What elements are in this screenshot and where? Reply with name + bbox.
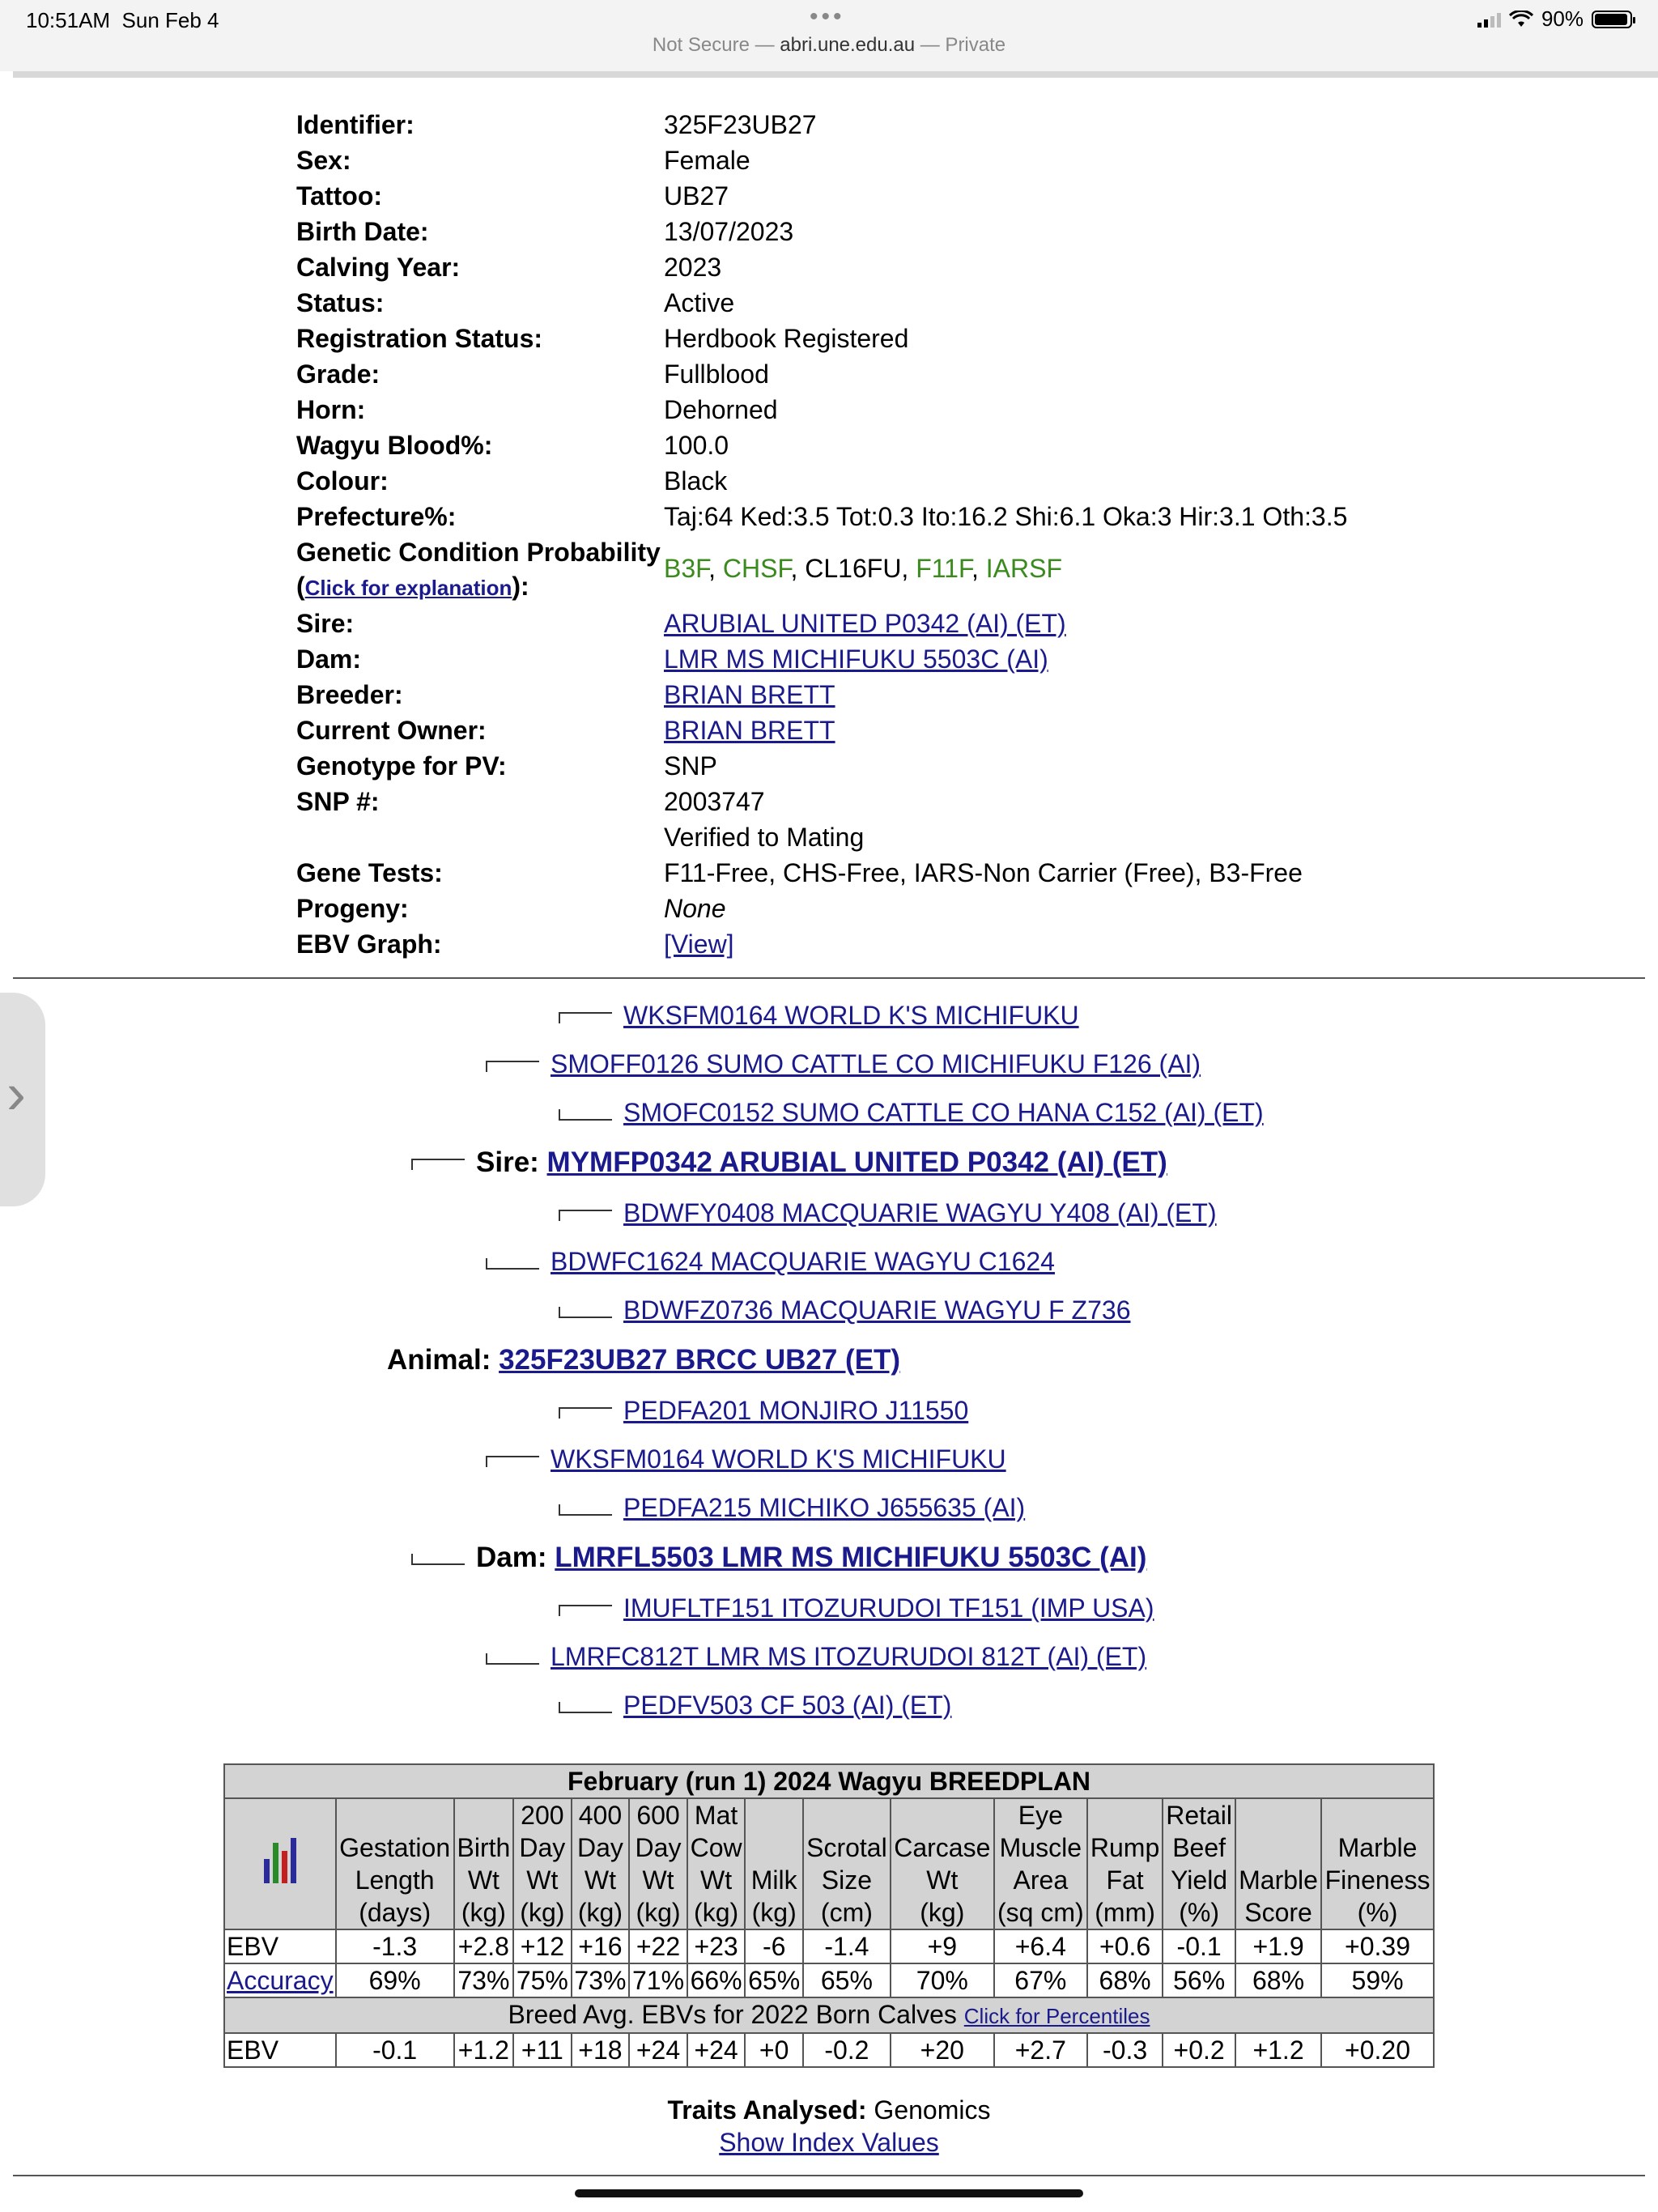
detail-value: Female	[664, 146, 750, 175]
avg-ebv-value: +0.2	[1163, 2033, 1235, 2067]
trait-header: Marble Fineness (%)	[1321, 1798, 1434, 1929]
detail-value: Black	[664, 466, 728, 496]
breedplan-header-row	[224, 1798, 1434, 1929]
breedplan-table	[223, 1763, 1435, 2068]
code-f11f: F11F	[916, 554, 971, 583]
code-chsf: CHSF	[722, 554, 791, 583]
trait-header: 600 Day Wt (kg)	[629, 1798, 687, 1929]
detail-label: Horn:	[296, 395, 366, 424]
bar-chart-icon[interactable]	[264, 1838, 296, 1883]
detail-label: Prefecture%:	[296, 502, 457, 531]
bottom-divider	[13, 2175, 1645, 2176]
trait-header: Milk (kg)	[745, 1798, 803, 1929]
pedigree-dam: Dam: LMRFL5503 LMR MS MICHIFUKU 5503C (AI)	[411, 1542, 1146, 1574]
detail-value: UB27	[664, 181, 729, 211]
breed-avg-row	[224, 2033, 1434, 2067]
wifi-icon	[1509, 11, 1533, 28]
accuracy-value: 68%	[1087, 1963, 1163, 1997]
detail-value: Verified to Mating	[664, 823, 865, 852]
detail-label: Genotype for PV:	[296, 751, 507, 781]
ebv-value: +2.8	[454, 1929, 513, 1963]
accuracy-value: 66%	[687, 1963, 746, 1997]
trait-header: Retail Beef Yield (%)	[1163, 1798, 1235, 1929]
ebv-value: +23	[687, 1929, 746, 1963]
battery-percent: 90%	[1541, 6, 1584, 31]
pedigree-link[interactable]: PEDFV503 CF 503 (AI) (ET)	[623, 1691, 952, 1720]
ebv-value: -1.4	[803, 1929, 891, 1963]
ebv-value: +9	[891, 1929, 994, 1963]
pedigree-dam-link[interactable]: LMRFL5503 LMR MS MICHIFUKU 5503C (AI)	[555, 1542, 1147, 1573]
code-iarsf: IARSF	[985, 554, 1062, 583]
pedigree-node	[559, 1396, 968, 1426]
accuracy-value: 68%	[1235, 1963, 1321, 1997]
detail-value: Taj:64 Ked:3.5 Tot:0.3 Ito:16.2 Shi:6.1 Oka:3 Hir:3.1 Oth:3.5	[664, 502, 1348, 531]
pedigree-node	[559, 1198, 1217, 1228]
accuracy-value: 69%	[336, 1963, 454, 1997]
address-bar[interactable]: Not Secure — abri.une.edu.au — Private	[652, 34, 1006, 56]
detail-label: Grade:	[296, 359, 380, 389]
pedigree-node	[559, 1295, 1130, 1325]
code-b3f: B3F	[664, 554, 709, 583]
detail-value: Dehorned	[664, 395, 778, 424]
ebv-graph-link[interactable]: [View]	[664, 929, 734, 959]
pedigree-node	[486, 1049, 1201, 1079]
accuracy-value: 75%	[513, 1963, 572, 1997]
avg-ebv-value: -0.3	[1087, 2033, 1163, 2067]
detail-label: Current Owner:	[296, 716, 487, 745]
owner-link[interactable]: BRIAN BRETT	[664, 716, 835, 745]
pedigree-link[interactable]: WKSFM0164 WORLD K'S MICHIFUKU	[551, 1444, 1006, 1474]
trait-header: Gestation Length (days)	[336, 1798, 454, 1929]
toolbar-divider	[13, 71, 1658, 78]
avg-ebv-label: EBV	[224, 2033, 336, 2067]
detail-label: Progeny:	[296, 894, 409, 923]
avg-ebv-value: +24	[629, 2033, 687, 2067]
detail-label: Sire:	[296, 609, 355, 638]
ebv-value: -6	[745, 1929, 803, 1963]
trait-header: 400 Day Wt (kg)	[572, 1798, 630, 1929]
genetic-condition-label: Genetic Condition Probability	[296, 538, 661, 567]
breedplan-title: February (run 1) 2024 Wagyu BREEDPLAN	[224, 1764, 1434, 1798]
avg-ebv-value: +11	[513, 2033, 572, 2067]
trait-header: Mat Cow Wt (kg)	[687, 1798, 746, 1929]
status-right	[1477, 6, 1632, 32]
pedigree-animal: Animal: 325F23UB27 BRCC UB27 (ET)	[387, 1344, 901, 1376]
accuracy-value: 59%	[1321, 1963, 1434, 1997]
ebv-value: +0.6	[1087, 1929, 1163, 1963]
cellular-signal-icon	[1477, 11, 1501, 28]
trait-header: Birth Wt (kg)	[454, 1798, 513, 1929]
pedigree-link[interactable]: IMUFLTF151 ITOZURUDOI TF151 (IMP USA)	[623, 1593, 1154, 1623]
avg-ebv-value: -0.1	[336, 2033, 454, 2067]
detail-label: Sex:	[296, 146, 351, 175]
detail-label: Registration Status:	[296, 324, 543, 353]
ebv-row	[224, 1929, 1434, 1963]
detail-label: Gene Tests:	[296, 858, 443, 887]
breeder-link[interactable]: BRIAN BRETT	[664, 680, 835, 709]
pedigree-node	[559, 1593, 1154, 1623]
avg-ebv-value: +1.2	[1235, 2033, 1321, 2067]
accuracy-row	[224, 1963, 1434, 1997]
detail-value: 100.0	[664, 431, 729, 460]
ebv-value: +6.4	[994, 1929, 1087, 1963]
pedigree-link[interactable]: PEDFA201 MONJIRO J11550	[623, 1396, 969, 1425]
sire-link[interactable]: ARUBIAL UNITED P0342 (AI) (ET)	[664, 609, 1066, 638]
breed-avg-header: Breed Avg. EBVs for 2022 Born Calves Click for Percentiles	[224, 1997, 1434, 2033]
ebv-value: +22	[629, 1929, 687, 1963]
detail-label: Status:	[296, 288, 385, 317]
traits-analysed: Traits Analysed: Genomics	[667, 2095, 991, 2125]
show-index-values-link[interactable]: Show Index Values	[719, 2128, 939, 2157]
avg-ebv-value: +1.2	[454, 2033, 513, 2067]
avg-ebv-value: +18	[572, 2033, 630, 2067]
avg-ebv-value: +24	[687, 2033, 746, 2067]
pedigree-sire: Sire: MYMFP0342 ARUBIAL UNITED P0342 (AI) (ET)	[411, 1146, 1167, 1179]
accuracy-label-cell	[224, 1963, 336, 1997]
avg-ebv-value: -0.2	[803, 2033, 891, 2067]
pedigree-animal-link[interactable]: 325F23UB27 BRCC UB27 (ET)	[499, 1344, 901, 1376]
trait-header: Marble Score	[1235, 1798, 1321, 1929]
explanation-link[interactable]: Click for explanation	[304, 576, 512, 600]
status-bar	[0, 0, 1658, 71]
ebv-value: +16	[572, 1929, 630, 1963]
pedigree-link[interactable]: BDWFC1624 MACQUARIE WAGYU C1624	[551, 1247, 1055, 1276]
sidebar-toggle[interactable]	[0, 993, 45, 1206]
accuracy-value: 73%	[572, 1963, 630, 1997]
pedigree-node	[559, 1493, 1025, 1523]
chevron-right-icon: ›	[6, 1061, 26, 1126]
ebv-label: EBV	[224, 1929, 336, 1963]
accuracy-value: 71%	[629, 1963, 687, 1997]
battery-icon	[1592, 11, 1632, 28]
accuracy-value: 70%	[891, 1963, 994, 1997]
detail-value: F11-Free, CHS-Free, IARS-Non Carrier (Free), B3-Free	[664, 858, 1303, 887]
pedigree-link[interactable]: WKSFM0164 WORLD K'S MICHIFUKU	[623, 1001, 1079, 1030]
percentiles-link[interactable]: Click for Percentiles	[963, 2004, 1150, 2028]
genetic-condition-codes: B3F, CHSF, CL16FU, F11F, IARSF	[664, 554, 1062, 583]
trait-header: Scrotal Size (cm)	[803, 1798, 891, 1929]
pedigree-link[interactable]: SMOFF0126 SUMO CATTLE CO MICHIFUKU F126 (AI)	[551, 1049, 1201, 1078]
status-time: 10:51AM Sun Feb 4	[26, 8, 219, 32]
avg-ebv-value: +2.7	[994, 2033, 1087, 2067]
detail-label: Dam:	[296, 644, 362, 674]
ebv-value: +12	[513, 1929, 572, 1963]
detail-value: Active	[664, 288, 735, 317]
detail-label: Birth Date:	[296, 217, 429, 246]
accuracy-value: 73%	[454, 1963, 513, 1997]
accuracy-value: 56%	[1163, 1963, 1235, 1997]
chart-icon-cell[interactable]	[224, 1798, 336, 1929]
detail-value: SNP	[664, 751, 717, 781]
detail-value: 325F23UB27	[664, 110, 817, 139]
detail-value: Fullblood	[664, 359, 769, 389]
trait-header: Rump Fat (mm)	[1087, 1798, 1163, 1929]
detail-label: Identifier:	[296, 110, 414, 139]
index-values-row	[0, 2128, 1658, 2158]
more-dots-icon[interactable]: •••	[810, 3, 845, 30]
accuracy-value: 67%	[994, 1963, 1087, 1997]
detail-value: 13/07/2023	[664, 217, 794, 246]
accuracy-link[interactable]: Accuracy	[227, 1966, 334, 1995]
pedigree-link[interactable]: PEDFA215 MICHIKO J655635 (AI)	[623, 1493, 1026, 1522]
dam-link[interactable]: LMR MS MICHIFUKU 5503C (AI)	[664, 644, 1048, 674]
detail-label: Colour:	[296, 466, 389, 496]
ebv-value: +0.39	[1321, 1929, 1434, 1963]
detail-label: Breeder:	[296, 680, 403, 709]
pedigree-sire-link[interactable]: MYMFP0342 ARUBIAL UNITED P0342 (AI) (ET)	[546, 1146, 1167, 1178]
avg-ebv-value: +0	[745, 2033, 803, 2067]
accuracy-value: 65%	[745, 1963, 803, 1997]
detail-label: SNP #:	[296, 787, 380, 816]
pedigree-link[interactable]: BDWFY0408 MACQUARIE WAGYU Y408 (AI) (ET)	[623, 1198, 1217, 1227]
genetic-condition-label-2: (Click for explanation):	[296, 572, 529, 601]
code-cl16fu: CL16FU	[805, 554, 902, 583]
ebv-value: +1.9	[1235, 1929, 1321, 1963]
pedigree-node	[559, 1691, 951, 1721]
avg-ebv-value: +20	[891, 2033, 994, 2067]
accuracy-value: 65%	[803, 1963, 891, 1997]
pedigree-link[interactable]: LMRFC812T LMR MS ITOZURUDOI 812T (AI) (ET)	[551, 1642, 1147, 1671]
pedigree-node	[559, 1098, 1264, 1128]
trait-header: 200 Day Wt (kg)	[513, 1798, 572, 1929]
detail-label: Tattoo:	[296, 181, 383, 211]
avg-ebv-value: +0.20	[1321, 2033, 1434, 2067]
detail-label: EBV Graph:	[296, 929, 442, 959]
ebv-value: -0.1	[1163, 1929, 1235, 1963]
pedigree-link[interactable]: SMOFC0152 SUMO CATTLE CO HANA C152 (AI) (ET)	[623, 1098, 1264, 1127]
pedigree-node	[486, 1444, 1006, 1474]
detail-value: None	[664, 894, 726, 923]
divider	[13, 977, 1645, 979]
home-indicator[interactable]	[575, 2189, 1083, 2197]
pedigree-node	[486, 1642, 1146, 1672]
pedigree-link[interactable]: BDWFZ0736 MACQUARIE WAGYU F Z736	[623, 1295, 1131, 1325]
detail-value: 2003747	[664, 787, 765, 816]
trait-header: Eye Muscle Area (sq cm)	[994, 1798, 1087, 1929]
pedigree-node	[559, 1001, 1079, 1031]
detail-value: Herdbook Registered	[664, 324, 909, 353]
ebv-value: -1.3	[336, 1929, 454, 1963]
trait-header: Carcase Wt (kg)	[891, 1798, 994, 1929]
detail-value: 2023	[664, 253, 722, 282]
detail-label: Wagyu Blood%:	[296, 431, 493, 460]
detail-label: Calving Year:	[296, 253, 461, 282]
pedigree-node	[486, 1247, 1055, 1277]
